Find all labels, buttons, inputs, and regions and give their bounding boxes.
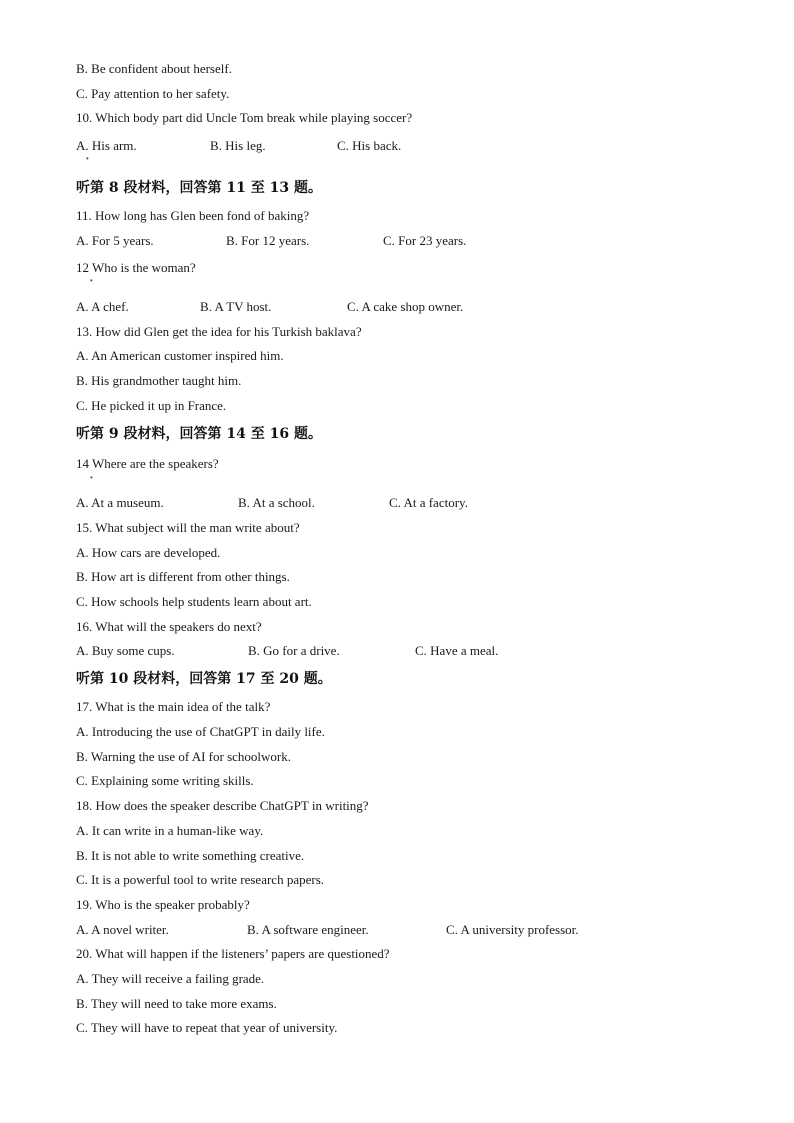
q10-option-b: B. His leg. (210, 138, 266, 153)
q17-option-b: B. Warning the use of AI for schoolwork. (76, 749, 291, 764)
q18-question: 18. How does the speaker describe ChatGPT in writing? (76, 798, 369, 813)
q17-option-c: C. Explaining some writing skills. (76, 773, 254, 788)
q9-option-c: C. Pay attention to her safety. (76, 86, 230, 101)
q13-option-a: A. An American customer inspired him. (76, 348, 284, 363)
q19-option-c: C. A university professor. (446, 922, 579, 937)
q11-option-b: B. For 12 years. (226, 233, 310, 248)
q19-option-a: A. A novel writer. (76, 922, 169, 937)
q15-option-c: C. How schools help students learn about art. (76, 594, 312, 609)
q17-question: 17. What is the main idea of the talk? (76, 699, 271, 714)
section-8-heading: 听第 8 段材料，回答第 11 至 13 题。 (76, 180, 322, 196)
section-10-heading: 听第 10 段材料，回答第 17 至 20 题。 (76, 671, 332, 687)
section-9-heading: 听第 9 段材料，回答第 14 至 16 题。 (76, 426, 322, 442)
q19-question: 19. Who is the speaker probably? (76, 897, 250, 912)
q10-option-a: A. His arm. (76, 138, 137, 153)
q15-option-b: B. How art is different from other things. (76, 569, 290, 584)
q18-option-c: C. It is a powerful tool to write research papers. (76, 872, 325, 887)
q16-option-b: B. Go for a drive. (248, 643, 340, 658)
q9-option-b: B. Be confident about herself. (76, 61, 232, 76)
q14-option-b: B. At a school. (238, 495, 315, 510)
stray-dot-mark: • (86, 154, 89, 163)
q15-question: 15. What subject will the man write about? (76, 520, 300, 535)
q10-option-c: C. His back. (337, 138, 402, 153)
q20-option-b: B. They will need to take more exams. (76, 996, 277, 1011)
q11-option-a: A. For 5 years. (76, 233, 154, 248)
q13-question: 13. How did Glen get the idea for his Turkish baklava? (76, 324, 362, 339)
q12-question: 12 Who is the woman? (76, 260, 196, 275)
q12-option-c: C. A cake shop owner. (347, 299, 464, 314)
q10-question: 10. Which body part did Uncle Tom break while playing soccer? (76, 110, 413, 125)
q11-question: 11. How long has Glen been fond of baking? (76, 208, 310, 223)
q20-option-c: C. They will have to repeat that year of university. (76, 1020, 338, 1035)
stray-dot-mark: • (90, 473, 93, 482)
q14-option-a: A. At a museum. (76, 495, 164, 510)
q12-option-a: A. A chef. (76, 299, 129, 314)
q11-option-c: C. For 23 years. (383, 233, 467, 248)
q20-question: 20. What will happen if the listeners’ papers are questioned? (76, 946, 390, 961)
q18-option-a: A. It can write in a human-like way. (76, 823, 264, 838)
q13-option-c: C. He picked it up in France. (76, 398, 227, 413)
q13-option-b: B. His grandmother taught him. (76, 373, 242, 388)
q15-option-a: A. How cars are developed. (76, 545, 221, 560)
q18-option-b: B. It is not able to write something creative. (76, 848, 305, 863)
q16-option-c: C. Have a meal. (415, 643, 499, 658)
q14-option-c: C. At a factory. (389, 495, 468, 510)
q20-option-a: A. They will receive a failing grade. (76, 971, 265, 986)
stray-dot-mark: • (90, 276, 93, 285)
q17-option-a: A. Introducing the use of ChatGPT in daily life. (76, 724, 325, 739)
q16-option-a: A. Buy some cups. (76, 643, 175, 658)
q14-question: 14 Where are the speakers? (76, 456, 219, 471)
q19-option-b: B. A software engineer. (247, 922, 369, 937)
q16-question: 16. What will the speakers do next? (76, 619, 262, 634)
q12-option-b: B. A TV host. (200, 299, 272, 314)
